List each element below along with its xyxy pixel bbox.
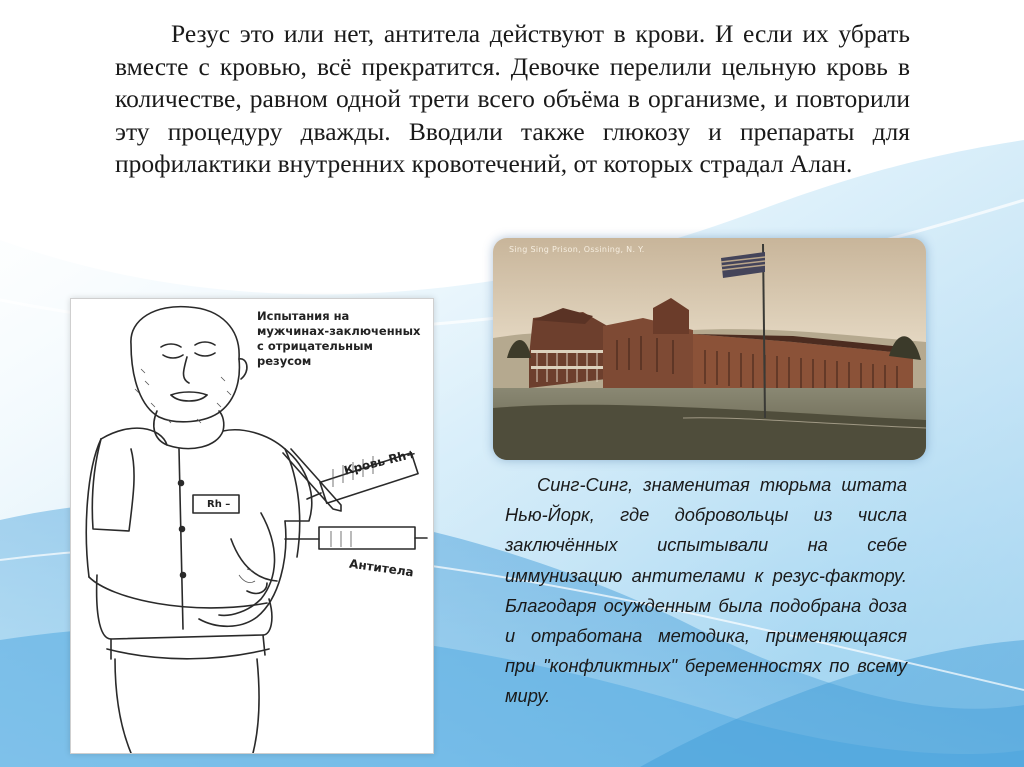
prisoner-cartoon — [70, 298, 434, 754]
blood-syringe-label: Кровь Rh+ — [342, 446, 418, 478]
photo-print-caption: Sing Sing Prison, Ossining, N. Y. — [509, 245, 645, 254]
cartoon-caption: Испытания на мужчинах-заключенных с отрицательным резусом — [257, 309, 421, 368]
sing-sing-photo — [493, 238, 926, 460]
prison-illustration — [493, 238, 926, 460]
photo-description: Синг-Синг, знаменитая тюрьма штата Нью-Йорк, где добровольцы из числа заключённых испытывали на себе иммунизацию антителами к резус-фактору. Благодаря осужденным была подобрана доза и отработана методика, применяющаяся при "конфликтных" беременностях по всему миру. — [505, 474, 907, 707]
rh-badge: Rh – — [207, 499, 231, 510]
main-paragraph: Резус это или нет, антитела действуют в крови. И если их убрать вместе с кровью, всё прекратится. Девочке перелили цельную кровь в количестве, равном одной трети всего объёма в организме, и повторили эту процедуру дважды. Вводили также глюкозу и препараты для профилактики внутренних кровотечений, от которых страдал Алан. — [115, 19, 910, 178]
antibody-syringe-label: Антитела — [348, 556, 415, 580]
